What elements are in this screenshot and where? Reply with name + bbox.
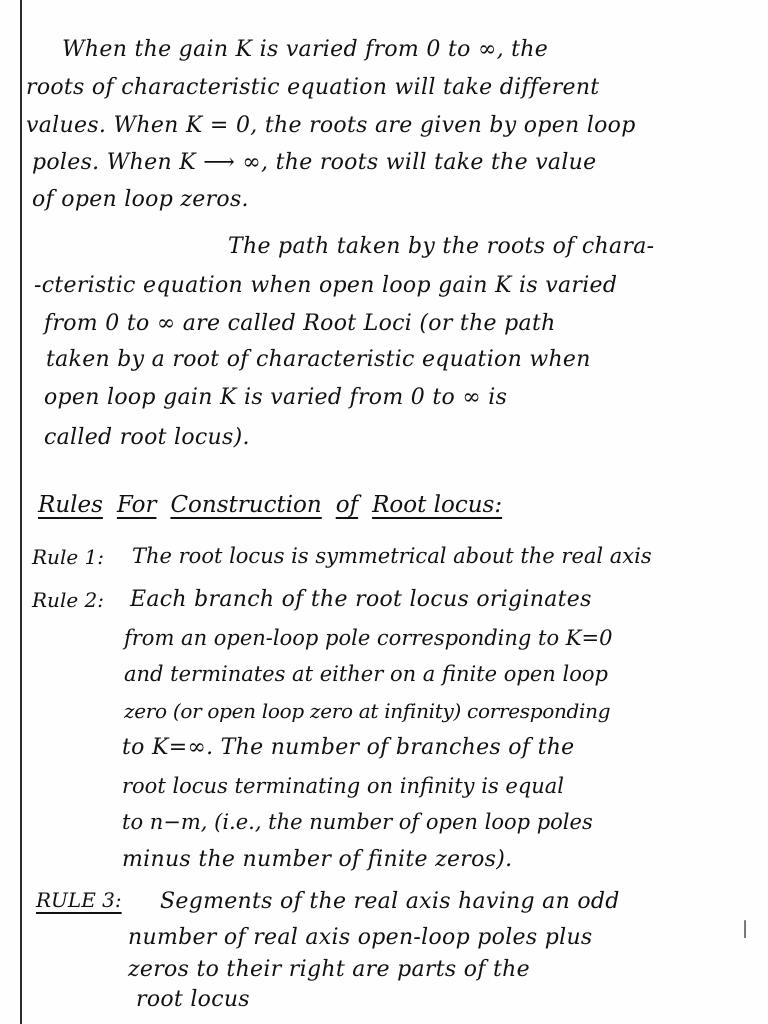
paragraph-2-line-1: The path taken by the roots of chara-: [228, 234, 655, 259]
rule-2-line-2: from an open-loop pole corresponding to K=0: [124, 626, 613, 650]
heading-word-2: For: [116, 492, 157, 518]
paragraph-2-line-5: open loop gain K is varied from 0 to ∞ is: [44, 385, 508, 410]
paragraph-1-line-3: values. When K = 0, the roots are given by open loop: [26, 113, 636, 138]
paragraph-2-line-6: called root locus).: [44, 425, 250, 450]
pen-stroke-mark: |: [742, 918, 749, 939]
paragraph-2-line-3: from 0 to ∞ are called Root Loci (or the path: [44, 311, 556, 336]
rule-2-line-7: to n−m, (i.e., the number of open loop poles: [122, 810, 593, 834]
rules-heading: [38, 490, 516, 520]
rule-2-line-8: minus the number of finite zeros).: [122, 847, 513, 872]
rule-2-line-4: zero (or open loop zero at infinity) corresponding: [124, 699, 611, 723]
paragraph-1-line-1: When the gain K is varied from 0 to ∞, the: [62, 37, 549, 62]
rule-2-line-3: and terminates at either on a finite open loop: [124, 662, 608, 686]
heading-word-5: Root locus:: [372, 492, 503, 518]
paragraph-1-line-2: roots of characteristic equation will take different: [26, 75, 600, 100]
rule-2-line-6: root locus terminating on infinity is equal: [122, 774, 565, 798]
rule-2-line-1: Each branch of the root locus originates: [130, 587, 592, 612]
paragraph-1-line-5: of open loop zeros.: [32, 187, 249, 212]
rule-3-line-1: Segments of the real axis having an odd: [160, 889, 620, 914]
rule-1-line-1: The root locus is symmetrical about the real axis: [132, 544, 652, 568]
rule-3-label: RULE 3:: [36, 888, 122, 912]
paragraph-2-line-4: taken by a root of characteristic equation when: [46, 347, 591, 372]
heading-word-1: Rules: [38, 492, 103, 518]
rule-3-line-4: root locus: [136, 987, 250, 1012]
margin-line: [20, 0, 22, 1024]
rule-3-line-3: zeros to their right are parts of the: [128, 957, 530, 982]
paragraph-1-line-4: poles. When K ⟶ ∞, the roots will take the value: [32, 150, 597, 175]
rule-3-line-2: number of real axis open-loop poles plus: [128, 925, 593, 950]
heading-word-4: of: [335, 492, 359, 518]
paragraph-2-line-2: -cteristic equation when open loop gain K is varied: [34, 273, 618, 298]
rule-1-label: Rule 1:: [32, 545, 104, 569]
rule-2-line-5: to K=∞. The number of branches of the: [122, 735, 575, 760]
rule-2-label: Rule 2:: [32, 588, 104, 612]
heading-word-3: Construction: [170, 492, 322, 518]
